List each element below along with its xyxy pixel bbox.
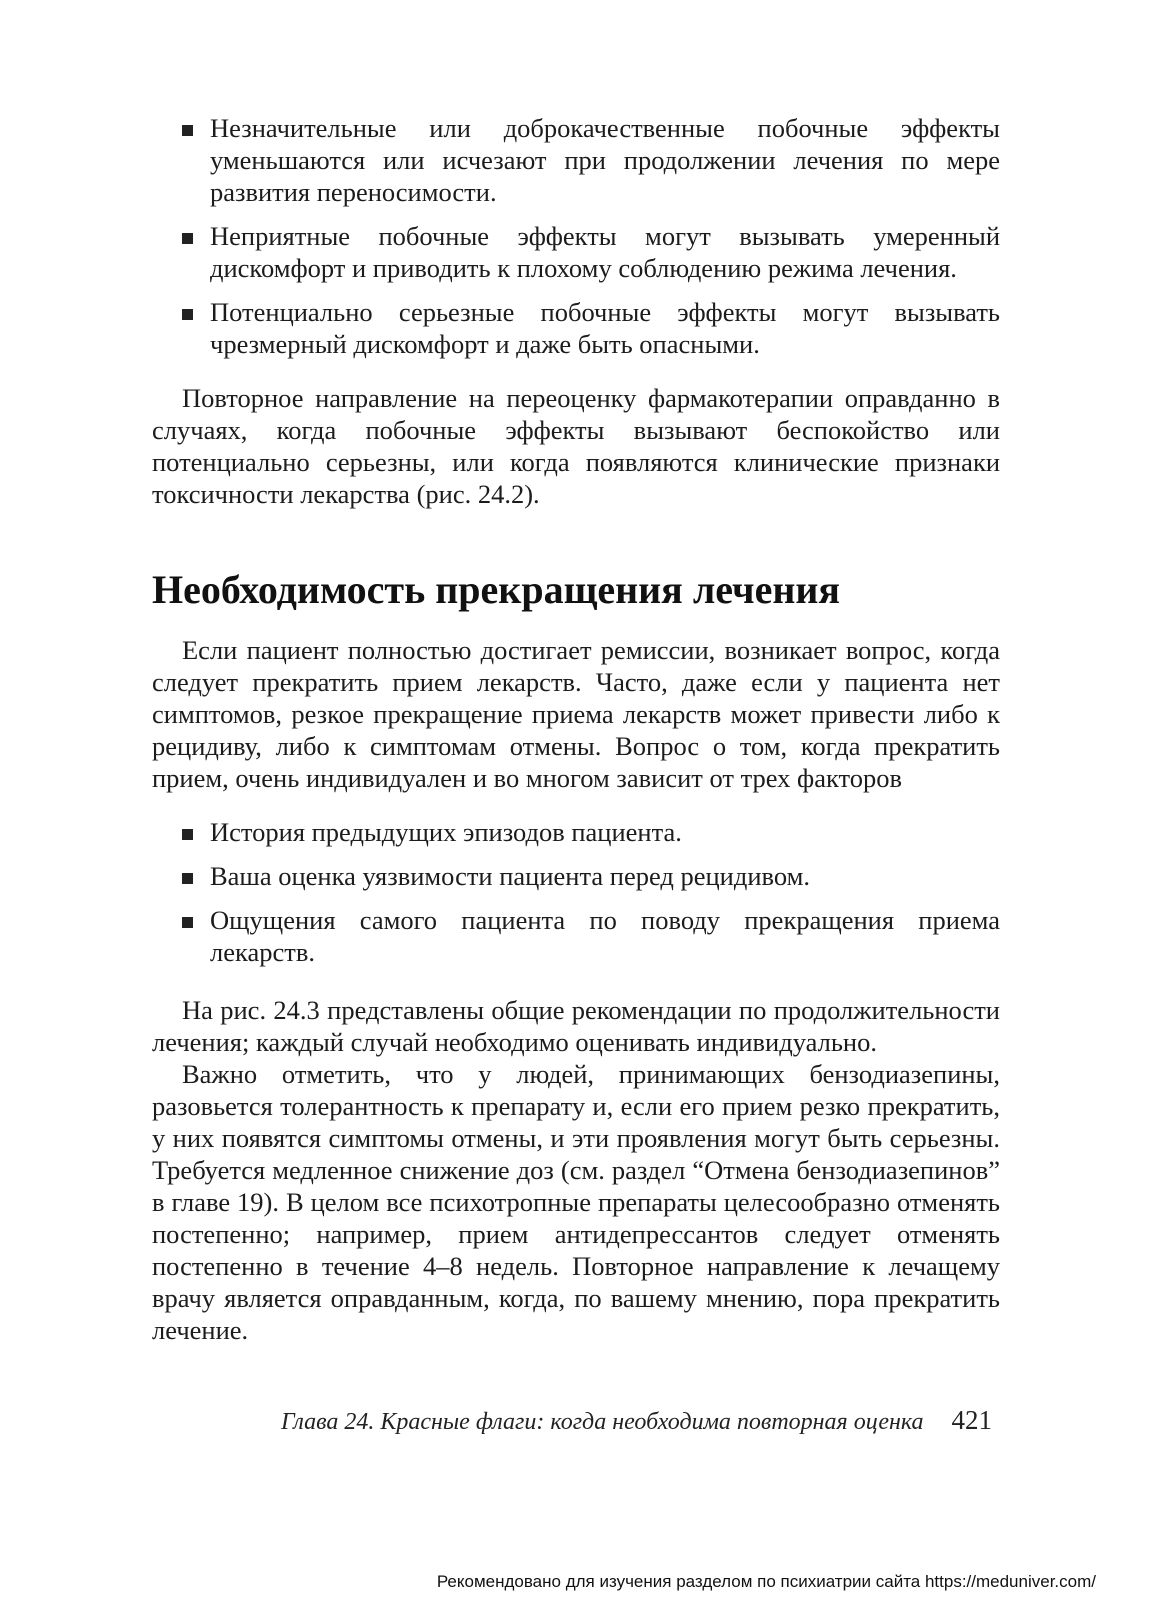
referral-paragraph: Повторное направление на переоценку фармакотерапии оправданно в случаях, когда побочные эффекты вызывают беспокойство или потенциально серьезны, или когда появляются клинические признаки токсичности лекарства (рис. 24.2). bbox=[152, 383, 1000, 509]
list-item-text: Ощущения самого пациента по поводу прекращения приема лекарств. bbox=[210, 905, 1000, 967]
list-item bbox=[152, 860, 1000, 892]
list-item-text: Потенциально серьезные побочные эффекты могут вызывать чрезмерный дискомфорт и даже быть опасными. bbox=[210, 297, 1000, 359]
section-heading: Необходимость прекращения лечения bbox=[152, 567, 841, 612]
running-head: Глава 24. Красные флаги: когда необходима повторная оценка bbox=[281, 1409, 924, 1435]
list-item bbox=[152, 220, 1000, 284]
side-effects-list bbox=[152, 112, 1000, 360]
page-footer bbox=[150, 1405, 992, 1436]
page-number: 421 bbox=[951, 1405, 992, 1435]
square-bullet-icon bbox=[182, 125, 193, 136]
square-bullet-icon bbox=[182, 917, 193, 928]
list-item-text: Незначительные или доброкачественные побочные эффекты уменьшаются или исчезают при продолжении лечения по мере развития переносимости. bbox=[210, 113, 1000, 207]
list-item bbox=[152, 296, 1000, 360]
list-item bbox=[152, 816, 1000, 848]
intro-paragraph: Если пациент полностью достигает ремиссии, возникает вопрос, когда следует прекратить прием лекарств. Часто, даже если у пациента нет симптомов, резкое прекращение приема лекарств может привести либо к рецидиву, либо к симптомам отмены. Вопрос о том, когда прекратить прием, очень индивидуален и во многом зависит от трех факторов bbox=[152, 635, 1000, 793]
list-item bbox=[152, 904, 1000, 968]
square-bullet-icon bbox=[182, 829, 193, 840]
factors-list bbox=[152, 816, 1000, 968]
square-bullet-icon bbox=[182, 233, 193, 244]
square-bullet-icon bbox=[182, 309, 193, 320]
square-bullet-icon bbox=[182, 873, 193, 884]
benzodiazepine-paragraph: Важно отметить, что у людей, принимающих бензодиазепины, разовьется толерантность к препарату и, если его прием резко прекратить, у них появятся симптомы отмены, и эти проявления могут быть серьезны. Требуется медленное снижение доз (см. раздел “Отмена бензодиазепинов” в главе 19). В целом все психотропные препараты целесообразно отменять постепенно; например, прием антидепрессантов следует отменять постепенно в течение 4–8 недель. Повторное направление к лечащему врачу является оправданным, когда, по вашему мнению, пора прекратить лечение. bbox=[152, 1059, 1000, 1345]
list-item-text: История предыдущих эпизодов пациента. bbox=[210, 817, 682, 847]
list-item bbox=[152, 112, 1000, 208]
list-item-text: Ваша оценка уязвимости пациента перед рецидивом. bbox=[210, 861, 811, 891]
page-body bbox=[152, 112, 1000, 1346]
figure-reference-paragraph: На рис. 24.3 представлены общие рекомендации по продолжительности лечения; каждый случай необходимо оценивать индивидуально. bbox=[152, 995, 1000, 1057]
watermark-text: Рекомендовано для изучения разделом по психиатрии сайта https://meduniver.com/ bbox=[436, 1572, 1096, 1591]
list-item-text: Неприятные побочные эффекты могут вызывать умеренный дискомфорт и приводить к плохому соблюдению режима лечения. bbox=[210, 221, 1000, 283]
